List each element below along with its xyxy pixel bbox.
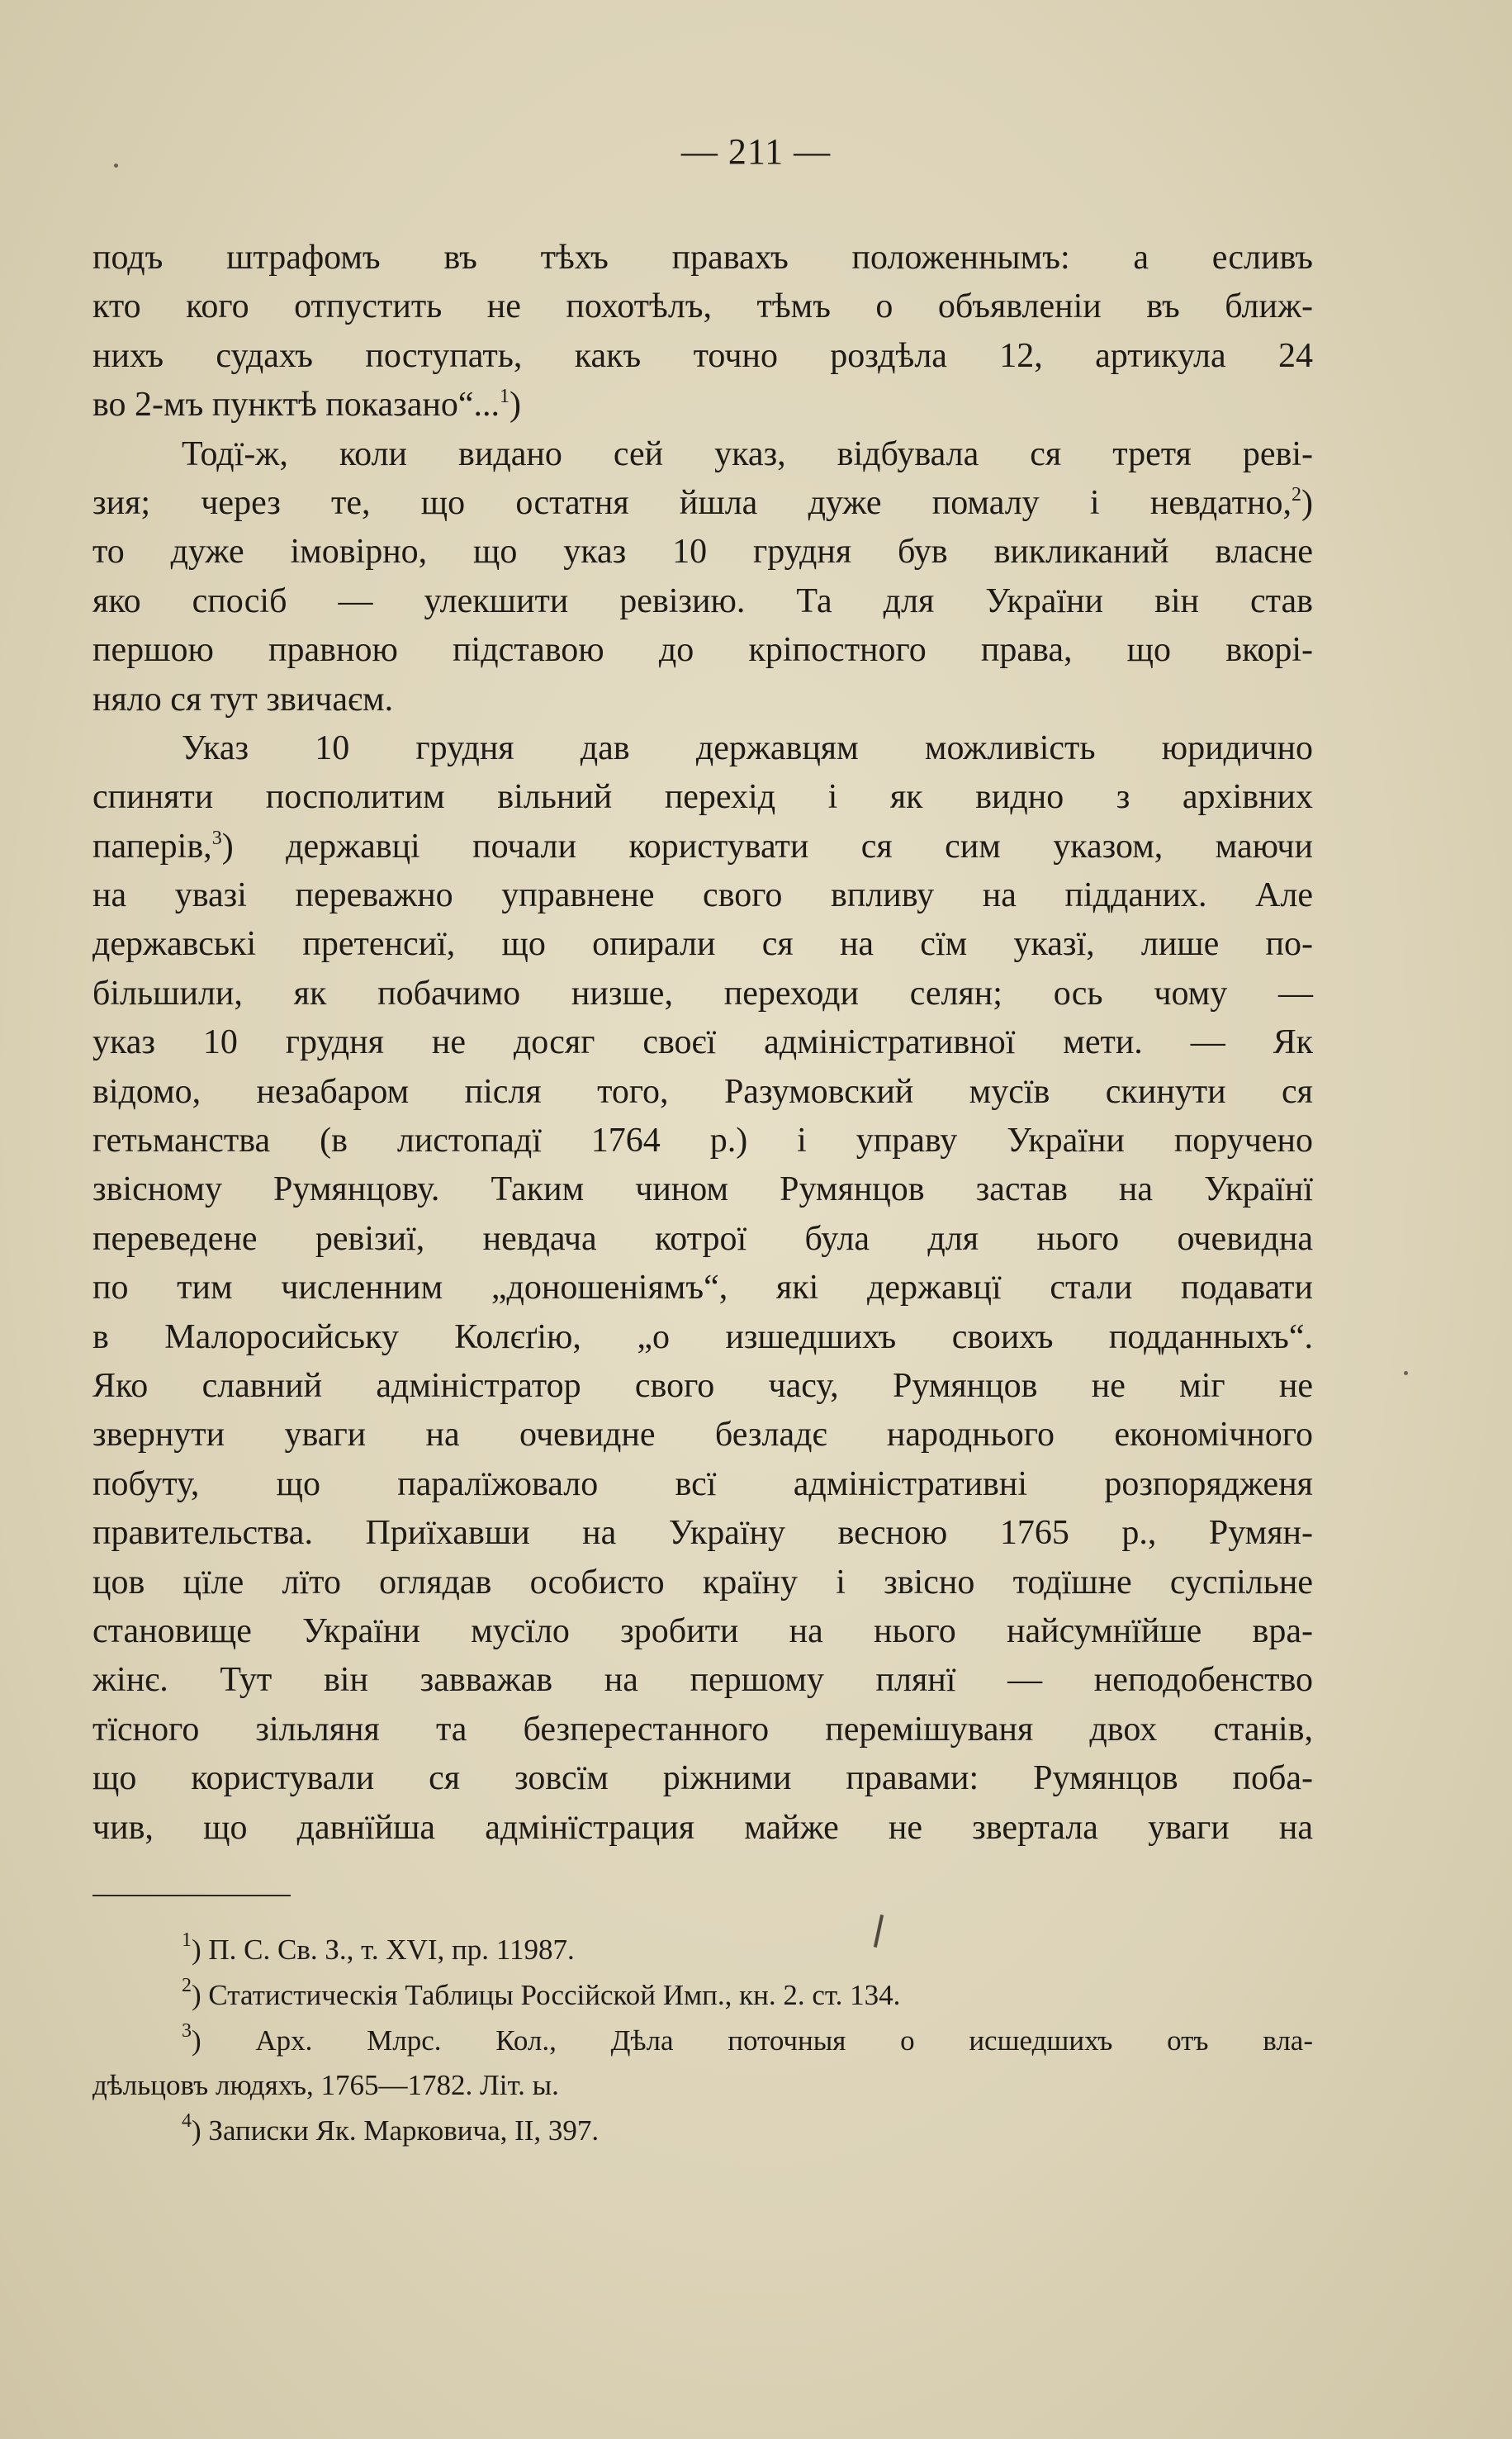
text-line: державські претенсиї, що опирали ся на сїм указї, лише по-	[92, 925, 1313, 964]
text-line: яко спосіб — улекшити ревізию. Та для України він став	[92, 581, 1313, 620]
footnote-continuation: дѣльцовъ людяхъ, 1765—1782. Літ. ы.	[92, 2069, 559, 2102]
text-line: подъ штрафомъ въ тѣхъ правахъ положеннымъ: а есливъ	[92, 239, 1313, 277]
footnote-ref: 1	[500, 386, 510, 408]
text-line: указ 10 грудня не досяг своєї адміністративної мети. — Як	[92, 1023, 1313, 1062]
text-line: що користували ся зовсїм ріжними правами: Румянцов поба-	[92, 1759, 1313, 1798]
footnote: $^4$) Записки Як. Марковича, II, 397.	[182, 2110, 600, 2147]
footnote: $^3$) Арх. Млрс. Кол., Дѣла поточныя о исшедшихъ отъ вла-	[182, 2019, 1313, 2057]
text-line: то дуже імовірно, що указ 10 грудня був викликаний власне	[92, 533, 1313, 572]
text-line: кто кого отпустить не похотѣлъ, тѣмъ о объявленіи въ ближ-	[92, 287, 1313, 326]
speck	[1404, 1371, 1408, 1375]
text-line: звісному Румянцову. Таким чином Румянцов застав на Українї	[92, 1170, 1313, 1209]
footnote: $^2$) Статистическія Таблицы Россійской Имп., кн. 2. ст. 134.	[182, 1974, 901, 2011]
footnote-ref: 2	[1292, 483, 1301, 505]
text-line: в Малоросийську Колєґію, „о изшедшихъ своихъ подданныхъ“.	[92, 1317, 1313, 1356]
footnote: $^1$) П. С. Св. З., т. XVI, пр. 11987.	[182, 1929, 575, 1966]
text-line: во 2-мъ пунктѣ показано“...$^1$)	[92, 386, 522, 425]
text-line: більшили, як побачимо низше, переходи селян; ось чому —	[92, 974, 1313, 1013]
footnote-ref: 3	[211, 827, 222, 849]
footnote-divider	[92, 1895, 291, 1896]
text-line: переведене ревізиї, невдача котрої була для нього очевидна	[92, 1219, 1313, 1258]
text-line: по тим численним „доношеніямъ“, які державцї стали подавати	[92, 1269, 1313, 1307]
text-line: першою правною підставою до кріпостного права, що вкорі-	[92, 631, 1313, 670]
text-line: цов цїле лїто оглядав особисто країну і звісно тодїшне суспільне	[92, 1563, 1313, 1601]
text-line: відомо, незабаром після того, Разумовский мусїв скинути ся	[92, 1072, 1313, 1111]
text-line: звернути уваги на очевидне безладє народнього економічного	[92, 1416, 1313, 1454]
text-line: гетьманства (в листопадї 1764 р.) і управу України поручено	[92, 1122, 1313, 1160]
text-line: чив, що давнїйша адмінїстрация майже не звертала уваги на	[92, 1808, 1313, 1847]
text-line: нихъ судахъ поступать, какъ точно роздѣла 12, артикула 24	[92, 336, 1313, 375]
page-number: — 211 —	[680, 131, 832, 172]
body-text	[92, 234, 1313, 1853]
text-line: Указ 10 грудня дав державцям можливість юридично	[182, 728, 1313, 767]
text-line: няло ся тут звичаєм.	[92, 680, 394, 719]
text-line: на увазі переважно управнене свого впливу на підданих. Але	[92, 876, 1313, 915]
text-line: тїсного зільляня та безперестанного перемішуваня двох станів,	[92, 1710, 1313, 1749]
text-line: зия; через те, що остатня йшла дуже помалу і невдатно,$^2$)	[92, 483, 1313, 522]
text-line: Яко славний адміністратор свого часу, Румянцов не міг не	[92, 1366, 1313, 1405]
text-line: правительства. Приїхавши на Україну весною 1765 р., Румян-	[92, 1514, 1313, 1553]
text-line: становище України мусїло зробити на нього найсумнїйше вра-	[92, 1611, 1313, 1650]
text-line: побуту, що паралїжовало всї адміністративні розпорядженя	[92, 1464, 1313, 1503]
footnotes	[92, 1928, 1313, 2154]
text-line: паперів,$^3$) державці почали користувати ся сим указом, маючи	[92, 827, 1313, 866]
text-line: спиняти посполитим вільний перехід і як видно з архівних	[92, 778, 1313, 817]
text-line: жінє. Тут він завважав на першому плянї — неподобенство	[92, 1661, 1313, 1700]
text-line: Тодї-ж, коли видано сей указ, відбувала ся третя реві-	[182, 434, 1313, 473]
